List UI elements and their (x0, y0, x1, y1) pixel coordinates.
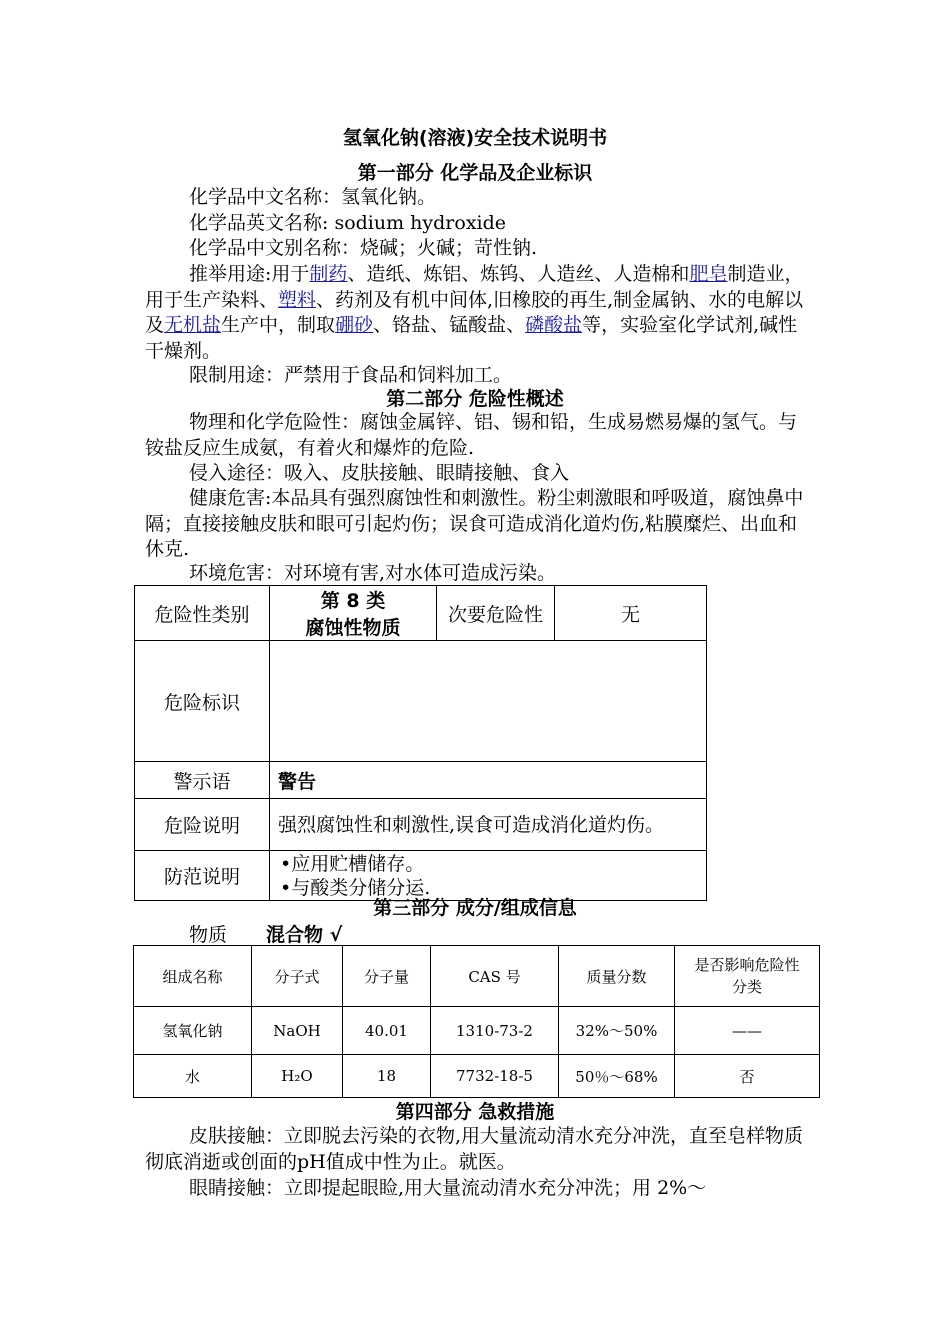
eye-contact-paragraph: 眼睛接触：立即提起眼睑,用大量流动清水充分冲洗；用 2%～ (189, 1177, 707, 1199)
document-title: 氢氧化钠(溶液)安全技术说明书 (342, 127, 608, 149)
exposure-route-line: 侵入途径：吸入、皮肤接触、眼睛接触、食入 (189, 462, 570, 484)
use-text: 、药剂及有机中间体,旧橡胶的再生,制金属钠、水的电解以及 (145, 288, 804, 336)
use-text: 、造纸、炼铝、炼钨、人造丝、人造棉和 (347, 263, 690, 285)
use-text: 生产中，制取 (221, 314, 336, 336)
part2-heading: 第二部分 危险性概述 (386, 388, 564, 410)
use-text: 等，实验室化学试剂,碱性干燥剂。 (145, 314, 798, 362)
secondary-hazard-label: 次要危险性 (437, 586, 555, 641)
alias-line: 化学品中文别名称：烧碱；火碱；苛性钠. (189, 237, 538, 259)
composition-table (133, 945, 820, 1098)
part4-heading: 第四部分 急救措施 (395, 1101, 555, 1123)
table-cell: H₂O (252, 1055, 343, 1098)
table-cell: 50％～68% (559, 1055, 675, 1098)
precaution-label: 防范说明 (135, 851, 270, 901)
table-cell: 1310-73-2 (431, 1007, 559, 1055)
col-header: 组成名称 (134, 946, 252, 1007)
hazard-mark-cell (270, 641, 707, 762)
table-cell: 否 (675, 1055, 820, 1098)
hazard-table (134, 585, 707, 901)
use-text: 推举用途:用于 (189, 263, 310, 285)
part3-heading: 第三部分 成分/组成信息 (373, 897, 577, 919)
secondary-hazard-value: 无 (555, 586, 707, 641)
term-link[interactable]: 硼砂 (335, 314, 374, 336)
table-cell: 18 (343, 1055, 431, 1098)
col-header: CAS 号 (431, 946, 559, 1007)
hazard-class-number: 第 8 类 (320, 590, 386, 612)
term-link[interactable]: 塑料 (278, 288, 317, 311)
hazard-statement-label: 危险说明 (135, 799, 270, 851)
health-hazard-paragraph: 健康危害:本品具有强烈腐蚀性和刺激性。粉尘刺激眼和呼吸道，腐蚀鼻中隔；直接接触皮肤和眼可引起灼伤；误食可造成消化道灼伤,粘膜糜烂、出血和休克. (145, 487, 804, 560)
use-text: 、铬盐、锰酸盐、 (373, 314, 526, 336)
hazard-class-value (270, 586, 437, 641)
col-header: 质量分数 (559, 946, 675, 1007)
precaution-cell (270, 851, 707, 901)
table-cell: 40.01 (343, 1007, 431, 1055)
part1-heading: 第一部分 化学品及企业标识 (357, 162, 593, 184)
hazard-mark-label: 危险标识 (135, 641, 270, 762)
table-cell: NaOH (252, 1007, 343, 1055)
col-header: 是否影响危险性分类 (675, 946, 820, 1007)
table-cell: 32%～50% (559, 1007, 675, 1055)
term-link[interactable]: 无机盐 (164, 314, 222, 336)
recommended-use-paragraph (145, 262, 815, 364)
term-link[interactable]: 制药 (309, 263, 348, 285)
mixture-checked: 混合物 √ (266, 924, 343, 946)
table-cell: 氢氧化钠 (134, 1007, 252, 1055)
physchem-hazard-paragraph: 物理和化学危险性：腐蚀金属锌、铝、锡和铅，生成易燃易爆的氢气。与铵盐反应生成氨，有着火和爆炸的危险. (145, 411, 798, 459)
skin-contact-paragraph: 皮肤接触：立即脱去污染的衣物,用大量流动清水充分冲洗，直至皂样物质彻底消逝或创面的pH值成中性为止。就医。 (145, 1125, 804, 1173)
signal-word-label: 警示语 (135, 762, 270, 799)
col-header: 分子式 (252, 946, 343, 1007)
term-link[interactable]: 肥皂 (689, 263, 728, 285)
table-cell: 水 (134, 1055, 252, 1098)
restricted-use-line: 限制用途：严禁用于食品和饲料加工。 (189, 364, 513, 386)
substance-label: 物质 (189, 924, 228, 946)
cn-name-line: 化学品中文名称：氢氧化钠。 (189, 186, 437, 208)
precaution-item: •与酸类分储分运. (280, 876, 431, 899)
signal-word-value: 警告 (270, 762, 707, 799)
en-name-line: 化学品英文名称: sodium hydroxide (189, 212, 507, 234)
hazard-class-name: 腐蚀性物质 (305, 617, 401, 639)
hazard-class-label: 危险性类别 (135, 586, 270, 641)
table-cell: —— (675, 1007, 820, 1055)
environment-hazard-line: 环境危害：对环境有害,对水体可造成污染。 (189, 562, 557, 584)
col-header: 分子量 (343, 946, 431, 1007)
use-text: 制造业，用于生产染料、 (145, 263, 804, 311)
precaution-item: •应用贮槽储存。 (280, 852, 425, 875)
hazard-statement-value: 强烈腐蚀性和刺激性,误食可造成消化道灼伤。 (270, 799, 707, 851)
term-link[interactable]: 磷酸盐 (525, 314, 583, 336)
table-cell: 7732-18-5 (431, 1055, 559, 1098)
